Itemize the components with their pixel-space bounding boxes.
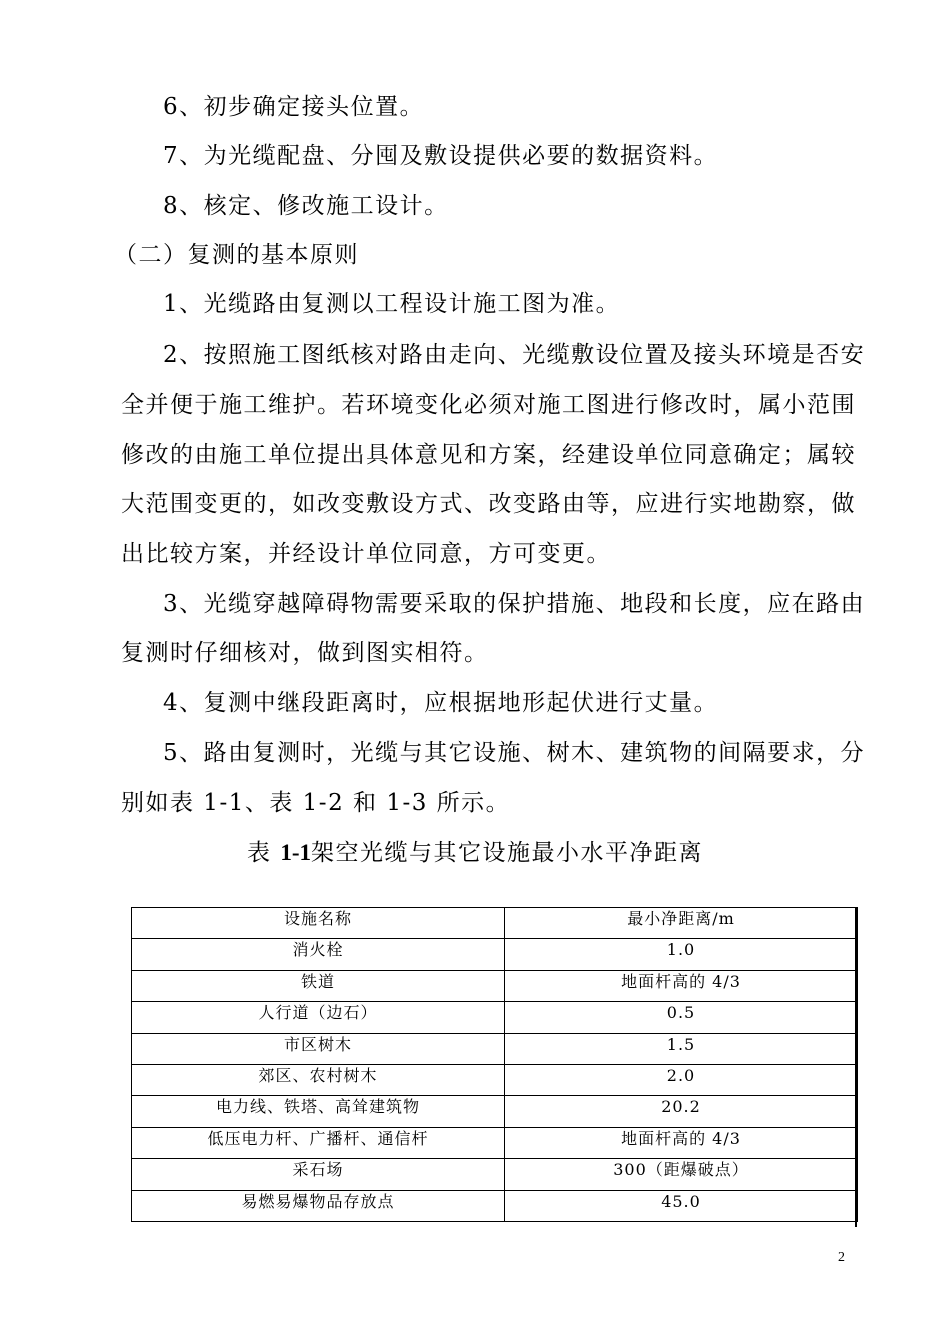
table-row [132, 1033, 858, 1064]
table-cell-facility: 易燃易爆物品存放点 [132, 1190, 505, 1221]
paragraph-item-5-line-2: 别如表 1-1、表 1-2 和 1-3 所示。 [121, 790, 511, 816]
paragraph-item-2-line-1: 2、按照施工图纸核对路由走向、光缆敷设位置及接头环境是否安 [163, 342, 866, 368]
paragraph-item-2-line-3: 修改的由施工单位提出具体意见和方案，经建设单位同意确定；属较 [121, 442, 856, 468]
table-row [132, 1159, 858, 1190]
table-cell-distance: 地面杆高的 4/3 [505, 1127, 858, 1158]
paragraph-item-1: 1、光缆路由复测以工程设计施工图为准。 [163, 291, 621, 317]
table-caption-number: 1-1 [280, 840, 311, 865]
table-cell-facility: 人行道（边石） [132, 1002, 505, 1033]
clearance-table [131, 907, 858, 1222]
table-cell-distance: 2.0 [505, 1064, 858, 1095]
paragraph-item-8: 8、核定、修改施工设计。 [163, 193, 449, 219]
page-number: 2 [838, 1250, 845, 1265]
table-row [132, 1064, 858, 1095]
table-cell-distance: 0.5 [505, 1002, 858, 1033]
table-cell-distance: 45.0 [505, 1190, 858, 1221]
paragraph-item-3-line-1: 3、光缆穿越障碍物需要采取的保护措施、地段和长度，应在路由 [163, 591, 866, 617]
table-header-facility: 设施名称 [132, 908, 505, 939]
paragraph-item-2-line-5: 出比较方案，并经设计单位同意，方可变更。 [121, 541, 611, 567]
table-header-distance: 最小净距离/m [505, 908, 858, 939]
table-cell-distance: 300（距爆破点） [505, 1159, 858, 1190]
table-caption [0, 838, 950, 868]
table-cell-distance: 20.2 [505, 1096, 858, 1127]
table-cell-facility: 采石场 [132, 1159, 505, 1190]
paragraph-item-4: 4、复测中继段距离时，应根据地形起伏进行丈量。 [163, 690, 719, 716]
table-cell-distance: 1.0 [505, 939, 858, 970]
table-row [132, 970, 858, 1001]
section-heading: （二）复测的基本原则 [114, 242, 359, 268]
paragraph-item-5-line-1: 5、路由复测时，光缆与其它设施、树木、建筑物的间隔要求，分 [163, 740, 866, 766]
table-cell-facility: 郊区、农村树木 [132, 1064, 505, 1095]
table-cell-distance: 地面杆高的 4/3 [505, 970, 858, 1001]
table-caption-prefix: 表 [247, 840, 272, 866]
table-row [132, 1127, 858, 1158]
table-row [132, 1190, 858, 1221]
paragraph-item-2-line-4: 大范围变更的，如改变敷设方式、改变路由等，应进行实地勘察，做 [121, 491, 856, 517]
table-caption-title: 架空光缆与其它设施最小水平净距离 [310, 840, 703, 866]
table-cell-facility: 市区树木 [132, 1033, 505, 1064]
table-cell-facility: 铁道 [132, 970, 505, 1001]
table-row [132, 939, 858, 970]
paragraph-item-3-line-2: 复测时仔细核对，做到图实相符。 [121, 640, 489, 666]
table-cell-distance: 1.5 [505, 1033, 858, 1064]
table-row [132, 1096, 858, 1127]
table-right-border [855, 907, 857, 1227]
paragraph-item-2-line-2: 全并便于施工维护。若环境变化必须对施工图进行修改时，属小范围 [121, 392, 856, 418]
table-cell-facility: 消火栓 [132, 939, 505, 970]
table-cell-facility: 低压电力杆、广播杆、通信杆 [132, 1127, 505, 1158]
paragraph-item-6: 6、初步确定接头位置。 [163, 94, 425, 120]
paragraph-item-7: 7、为光缆配盘、分囤及敷设提供必要的数据资料。 [163, 143, 719, 169]
table-cell-facility: 电力线、铁塔、高耸建筑物 [132, 1096, 505, 1127]
table-row [132, 1002, 858, 1033]
table-header-row [132, 908, 858, 939]
